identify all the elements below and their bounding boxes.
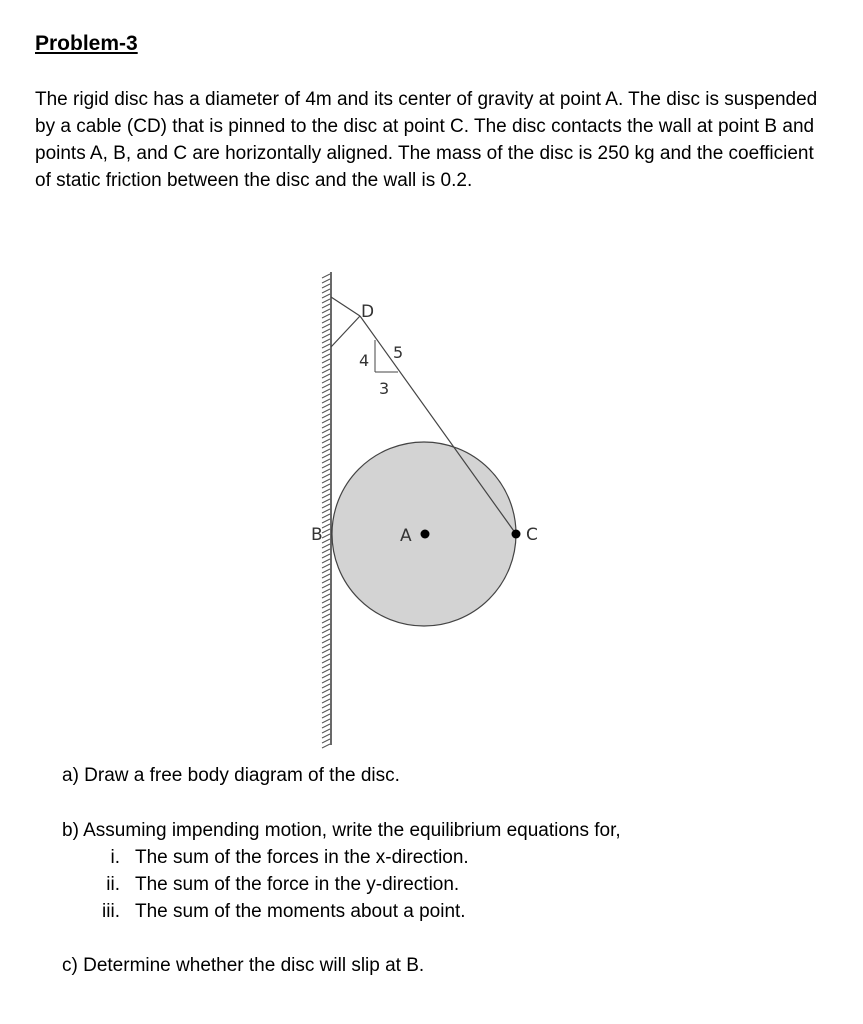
hatch-mark — [322, 459, 330, 463]
hatch-mark — [322, 354, 330, 358]
question-a: a) Draw a free body diagram of the disc. — [62, 765, 400, 786]
hatch-mark — [322, 319, 330, 323]
bracket-arm-lower — [331, 316, 360, 347]
hatch-mark — [322, 419, 330, 423]
hatch-mark — [322, 314, 330, 318]
hatch-mark — [322, 564, 330, 568]
hatch-mark — [322, 689, 330, 693]
hatch-mark — [322, 549, 330, 553]
hatch-mark — [322, 429, 330, 433]
hatch-mark — [322, 534, 330, 538]
hatch-mark — [322, 409, 330, 413]
hatch-mark — [322, 494, 330, 498]
hatch-mark — [322, 374, 330, 378]
item-text: The sum of the forces in the x-direction. — [135, 847, 469, 868]
hatch-mark — [322, 399, 330, 403]
item-number: i. — [110, 847, 120, 868]
label-d: D — [361, 302, 375, 322]
hatch-mark — [322, 594, 330, 598]
item-text: The sum of the moments about a point. — [135, 901, 466, 922]
point-a-dot — [421, 530, 430, 539]
hatch-mark — [322, 389, 330, 393]
hatch-mark — [322, 724, 330, 728]
hatch-mark — [322, 739, 330, 743]
hatch-mark — [322, 704, 330, 708]
hatch-mark — [322, 309, 330, 313]
hatch-mark — [322, 329, 330, 333]
hatch-mark — [322, 479, 330, 483]
hatch-mark — [322, 679, 330, 683]
hatch-mark — [322, 439, 330, 443]
hatch-mark — [322, 414, 330, 418]
hatch-mark — [322, 444, 330, 448]
problem-statement: The rigid disc has a diameter of 4m and its center of gravity at point A. The disc is suspended by a cable (CD) that is pinned to the disc at point C. The disc contacts the wall at point B and points A, B, and C are horizontally aligned. The mass of the disc is 250 kg and the coefficient of static friction between the disc and the wall is 0.2. — [35, 89, 818, 191]
hatch-mark — [322, 324, 330, 328]
hatch-mark — [322, 274, 330, 278]
hatch-mark — [322, 654, 330, 658]
hatch-mark — [322, 289, 330, 293]
item-number: iii. — [102, 901, 120, 922]
hatch-mark — [322, 659, 330, 663]
hatch-mark — [322, 669, 330, 673]
hatch-mark — [322, 519, 330, 523]
hatch-mark — [322, 524, 330, 528]
hatch-mark — [322, 499, 330, 503]
hatch-mark — [322, 484, 330, 488]
label-b: B — [311, 525, 323, 545]
hatch-mark — [322, 489, 330, 493]
hatch-mark — [322, 734, 330, 738]
hatch-mark — [322, 719, 330, 723]
hatch-mark — [322, 684, 330, 688]
hatch-mark — [322, 729, 330, 733]
hatch-mark — [322, 344, 330, 348]
hatch-mark — [322, 464, 330, 468]
question-b: b) Assuming impending motion, write the equilibrium equations for, — [62, 820, 621, 841]
hatch-mark — [322, 664, 330, 668]
hatch-mark — [322, 604, 330, 608]
hatch-mark — [322, 624, 330, 628]
question-b-item-2 — [90, 871, 690, 898]
hatch-mark — [322, 469, 330, 473]
hatch-mark — [322, 474, 330, 478]
hatch-mark — [322, 379, 330, 383]
hatch-mark — [322, 364, 330, 368]
hatch-mark — [322, 334, 330, 338]
hatch-mark — [322, 584, 330, 588]
hatch-mark — [322, 574, 330, 578]
hatch-mark — [322, 284, 330, 288]
hatch-mark — [322, 609, 330, 613]
hatch-mark — [322, 454, 330, 458]
hatch-mark — [322, 639, 330, 643]
hatch-mark — [322, 359, 330, 363]
hatch-mark — [322, 709, 330, 713]
hatch-mark — [322, 509, 330, 513]
hatch-mark — [322, 619, 330, 623]
label-slope-run: 3 — [379, 379, 390, 398]
hatch-mark — [322, 569, 330, 573]
hatch-mark — [322, 529, 330, 533]
hatch-mark — [322, 434, 330, 438]
question-b-item-3 — [90, 898, 690, 925]
hatch-mark — [322, 424, 330, 428]
question-c: c) Determine whether the disc will slip at B. — [62, 955, 425, 976]
hatch-mark — [322, 294, 330, 298]
wall-hatching — [322, 274, 330, 748]
item-text: The sum of the force in the y-direction. — [135, 874, 460, 895]
hatch-mark — [322, 674, 330, 678]
question-b-item-1 — [90, 844, 690, 871]
problem-title: Problem-3 — [35, 32, 138, 55]
hatch-mark — [322, 599, 330, 603]
label-a: A — [400, 526, 412, 546]
hatch-mark — [322, 449, 330, 453]
point-c-dot — [512, 530, 521, 539]
hatch-mark — [322, 714, 330, 718]
hatch-mark — [322, 404, 330, 408]
hatch-mark — [322, 539, 330, 543]
hatch-mark — [322, 504, 330, 508]
hatch-mark — [322, 369, 330, 373]
hatch-mark — [322, 394, 330, 398]
hatch-mark — [322, 699, 330, 703]
hatch-mark — [322, 649, 330, 653]
hatch-mark — [322, 304, 330, 308]
label-slope-rise: 4 — [359, 351, 370, 370]
item-number: ii. — [106, 874, 120, 895]
hatch-mark — [322, 744, 330, 748]
hatch-mark — [322, 589, 330, 593]
label-slope-hyp: 5 — [393, 343, 404, 362]
hatch-mark — [322, 634, 330, 638]
label-c: C — [526, 525, 538, 545]
hatch-mark — [322, 544, 330, 548]
hatch-mark — [322, 644, 330, 648]
hatch-mark — [322, 384, 330, 388]
hatch-mark — [322, 554, 330, 558]
hatch-mark — [322, 299, 330, 303]
hatch-mark — [322, 279, 330, 283]
hatch-mark — [322, 614, 330, 618]
bracket-arm-upper — [331, 297, 360, 316]
hatch-mark — [322, 514, 330, 518]
hatch-mark — [322, 579, 330, 583]
hatch-mark — [322, 629, 330, 633]
hatch-mark — [322, 339, 330, 343]
hatch-mark — [322, 349, 330, 353]
hatch-mark — [322, 694, 330, 698]
hatch-mark — [322, 559, 330, 563]
